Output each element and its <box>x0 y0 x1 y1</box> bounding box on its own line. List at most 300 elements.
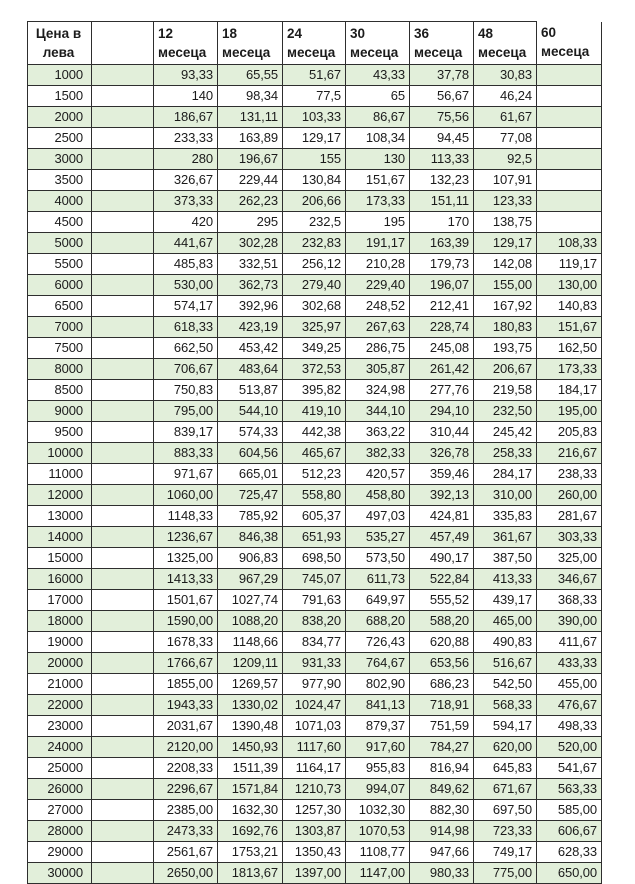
table-row <box>28 317 602 338</box>
value-cell: 1164,17 <box>283 758 346 779</box>
value-cell: 485,83 <box>154 254 218 275</box>
blank-cell <box>92 107 154 128</box>
value-cell: 1692,76 <box>218 821 283 842</box>
value-cell: 302,28 <box>218 233 283 254</box>
price-cell: 7500 <box>28 338 92 359</box>
value-cell: 697,50 <box>474 800 537 821</box>
value-cell: 233,33 <box>154 128 218 149</box>
value-cell: 229,44 <box>218 170 283 191</box>
value-cell: 568,33 <box>474 695 537 716</box>
table-row <box>28 275 602 296</box>
price-cell: 13000 <box>28 506 92 527</box>
value-cell: 1257,30 <box>283 800 346 821</box>
value-cell: 326,78 <box>410 443 474 464</box>
blank-cell <box>92 800 154 821</box>
value-cell: 665,01 <box>218 464 283 485</box>
blank-cell <box>92 401 154 422</box>
value-cell: 75,56 <box>410 107 474 128</box>
value-cell: 2650,00 <box>154 863 218 884</box>
value-cell: 163,39 <box>410 233 474 254</box>
value-cell: 186,67 <box>154 107 218 128</box>
value-cell: 77,5 <box>283 86 346 107</box>
month-number: 24 <box>287 26 303 41</box>
value-cell: 838,20 <box>283 611 346 632</box>
month-unit-label: месеца <box>158 45 207 60</box>
value-cell: 151,11 <box>410 191 474 212</box>
value-cell: 155 <box>283 149 346 170</box>
table-row <box>28 695 602 716</box>
value-cell: 1060,00 <box>154 485 218 506</box>
value-cell: 46,24 <box>474 86 537 107</box>
month-number: 18 <box>222 26 238 41</box>
value-cell: 611,73 <box>346 569 410 590</box>
value-cell: 1269,57 <box>218 674 283 695</box>
blank-cell <box>92 128 154 149</box>
blank-cell <box>92 695 154 716</box>
value-cell: 455,00 <box>537 674 602 695</box>
value-cell: 2561,67 <box>154 842 218 863</box>
value-cell: 698,50 <box>283 548 346 569</box>
blank-cell <box>92 632 154 653</box>
value-cell: 395,82 <box>283 380 346 401</box>
value-cell: 671,67 <box>474 779 537 800</box>
value-cell: 195 <box>346 212 410 233</box>
value-cell: 195,00 <box>537 401 602 422</box>
table-row <box>28 821 602 842</box>
value-cell: 61,67 <box>474 107 537 128</box>
blank-cell <box>92 254 154 275</box>
value-cell: 544,10 <box>218 401 283 422</box>
value-cell: 232,5 <box>283 212 346 233</box>
value-cell: 1350,43 <box>283 842 346 863</box>
value-cell: 326,67 <box>154 170 218 191</box>
price-cell: 23000 <box>28 716 92 737</box>
price-cell: 30000 <box>28 863 92 884</box>
value-cell: 151,67 <box>346 170 410 191</box>
value-cell: 373,33 <box>154 191 218 212</box>
value-cell: 295 <box>218 212 283 233</box>
table-row <box>28 149 602 170</box>
blank-cell <box>92 422 154 443</box>
month-unit-label: месеца <box>414 45 463 60</box>
value-cell: 324,98 <box>346 380 410 401</box>
value-cell: 325,00 <box>537 548 602 569</box>
blank-cell <box>92 758 154 779</box>
value-cell: 947,66 <box>410 842 474 863</box>
value-cell: 1501,67 <box>154 590 218 611</box>
month-unit-label: месеца <box>541 43 590 59</box>
table-row <box>28 422 602 443</box>
price-cell: 16000 <box>28 569 92 590</box>
value-cell: 849,62 <box>410 779 474 800</box>
value-cell: 420,57 <box>346 464 410 485</box>
price-cell: 8000 <box>28 359 92 380</box>
value-cell: 65 <box>346 86 410 107</box>
month-unit-label: месеца <box>478 45 527 60</box>
value-cell <box>537 170 602 191</box>
value-cell: 419,10 <box>283 401 346 422</box>
value-cell: 906,83 <box>218 548 283 569</box>
price-cell: 4500 <box>28 212 92 233</box>
blank-cell <box>92 338 154 359</box>
col-header-36-months <box>410 22 474 65</box>
value-cell: 180,83 <box>474 317 537 338</box>
value-cell: 706,67 <box>154 359 218 380</box>
value-cell: 971,67 <box>154 464 218 485</box>
table-row <box>28 527 602 548</box>
value-cell: 879,37 <box>346 716 410 737</box>
month-number: 30 <box>350 26 366 41</box>
value-cell: 260,00 <box>537 485 602 506</box>
value-cell: 688,20 <box>346 611 410 632</box>
value-cell: 248,52 <box>346 296 410 317</box>
table-row <box>28 86 602 107</box>
value-cell: 980,33 <box>410 863 474 884</box>
table-row <box>28 758 602 779</box>
price-header-line2: лева <box>42 45 75 60</box>
value-cell: 245,42 <box>474 422 537 443</box>
price-cell: 26000 <box>28 779 92 800</box>
value-cell: 196,07 <box>410 275 474 296</box>
value-cell: 645,83 <box>474 758 537 779</box>
value-cell: 238,33 <box>537 464 602 485</box>
value-cell: 65,55 <box>218 65 283 86</box>
table-row <box>28 506 602 527</box>
price-cell: 29000 <box>28 842 92 863</box>
value-cell: 442,38 <box>283 422 346 443</box>
value-cell: 791,63 <box>283 590 346 611</box>
blank-cell <box>92 611 154 632</box>
value-cell: 1147,00 <box>346 863 410 884</box>
value-cell: 2296,67 <box>154 779 218 800</box>
value-cell: 155,00 <box>474 275 537 296</box>
table-row <box>28 254 602 275</box>
value-cell: 132,23 <box>410 170 474 191</box>
value-cell: 103,33 <box>283 107 346 128</box>
value-cell: 1855,00 <box>154 674 218 695</box>
price-cell: 10000 <box>28 443 92 464</box>
value-cell: 1209,11 <box>218 653 283 674</box>
blank-cell <box>92 443 154 464</box>
blank-cell <box>92 506 154 527</box>
value-cell: 163,89 <box>218 128 283 149</box>
value-cell: 191,17 <box>346 233 410 254</box>
value-cell: 594,17 <box>474 716 537 737</box>
value-cell: 206,67 <box>474 359 537 380</box>
value-cell: 173,33 <box>346 191 410 212</box>
value-cell: 94,45 <box>410 128 474 149</box>
table-row <box>28 590 602 611</box>
value-cell: 420 <box>154 212 218 233</box>
value-cell: 344,10 <box>346 401 410 422</box>
value-cell: 361,67 <box>474 527 537 548</box>
price-cell: 18000 <box>28 611 92 632</box>
value-cell: 620,88 <box>410 632 474 653</box>
value-cell: 262,23 <box>218 191 283 212</box>
value-cell: 513,87 <box>218 380 283 401</box>
price-cell: 4000 <box>28 191 92 212</box>
price-cell: 9000 <box>28 401 92 422</box>
value-cell: 846,38 <box>218 527 283 548</box>
value-cell: 107,91 <box>474 170 537 191</box>
value-cell: 173,33 <box>537 359 602 380</box>
value-cell: 216,67 <box>537 443 602 464</box>
value-cell: 98,34 <box>218 86 283 107</box>
value-cell: 51,67 <box>283 65 346 86</box>
value-cell: 206,66 <box>283 191 346 212</box>
price-cell: 2000 <box>28 107 92 128</box>
table-row <box>28 296 602 317</box>
col-header-24-months <box>283 22 346 65</box>
value-cell: 1303,87 <box>283 821 346 842</box>
value-cell: 305,87 <box>346 359 410 380</box>
price-cell: 17000 <box>28 590 92 611</box>
value-cell: 785,92 <box>218 506 283 527</box>
value-cell: 267,63 <box>346 317 410 338</box>
value-cell: 994,07 <box>346 779 410 800</box>
price-cell: 14000 <box>28 527 92 548</box>
installments-table <box>27 21 602 884</box>
value-cell: 362,73 <box>218 275 283 296</box>
value-cell: 465,67 <box>283 443 346 464</box>
value-cell: 725,47 <box>218 485 283 506</box>
value-cell <box>537 191 602 212</box>
price-cell: 1000 <box>28 65 92 86</box>
value-cell: 279,40 <box>283 275 346 296</box>
value-cell: 605,37 <box>283 506 346 527</box>
value-cell: 726,43 <box>346 632 410 653</box>
value-cell: 555,52 <box>410 590 474 611</box>
value-cell: 325,97 <box>283 317 346 338</box>
value-cell: 1450,93 <box>218 737 283 758</box>
table-row <box>28 212 602 233</box>
blank-cell <box>92 65 154 86</box>
table-row <box>28 632 602 653</box>
blank-cell <box>92 170 154 191</box>
value-cell: 303,33 <box>537 527 602 548</box>
value-cell: 302,68 <box>283 296 346 317</box>
blank-cell <box>92 569 154 590</box>
value-cell: 1070,53 <box>346 821 410 842</box>
value-cell: 245,08 <box>410 338 474 359</box>
value-cell: 108,34 <box>346 128 410 149</box>
blank-cell <box>92 191 154 212</box>
value-cell: 30,83 <box>474 65 537 86</box>
blank-column-header <box>92 22 154 65</box>
blank-cell <box>92 86 154 107</box>
value-cell: 967,29 <box>218 569 283 590</box>
blank-cell <box>92 527 154 548</box>
value-cell: 465,00 <box>474 611 537 632</box>
value-cell: 795,00 <box>154 401 218 422</box>
value-cell <box>537 86 602 107</box>
value-cell: 193,75 <box>474 338 537 359</box>
value-cell: 750,83 <box>154 380 218 401</box>
blank-cell <box>92 149 154 170</box>
value-cell: 1032,30 <box>346 800 410 821</box>
value-cell: 718,91 <box>410 695 474 716</box>
value-cell: 108,33 <box>537 233 602 254</box>
value-cell: 530,00 <box>154 275 218 296</box>
price-cell: 28000 <box>28 821 92 842</box>
table-row <box>28 653 602 674</box>
value-cell: 1511,39 <box>218 758 283 779</box>
month-number: 12 <box>158 26 174 41</box>
value-cell: 142,08 <box>474 254 537 275</box>
value-cell: 604,56 <box>218 443 283 464</box>
price-cell: 20000 <box>28 653 92 674</box>
value-cell: 1678,33 <box>154 632 218 653</box>
value-cell: 382,33 <box>346 443 410 464</box>
value-cell: 764,67 <box>346 653 410 674</box>
value-cell: 228,74 <box>410 317 474 338</box>
blank-cell <box>92 779 154 800</box>
value-cell: 1766,67 <box>154 653 218 674</box>
blank-cell <box>92 863 154 884</box>
table-row <box>28 128 602 149</box>
value-cell: 1148,66 <box>218 632 283 653</box>
value-cell: 130,00 <box>537 275 602 296</box>
value-cell: 618,33 <box>154 317 218 338</box>
price-header-line1: Цена в <box>35 26 82 41</box>
month-unit-label: месеца <box>350 45 399 60</box>
value-cell: 232,83 <box>283 233 346 254</box>
value-cell: 588,20 <box>410 611 474 632</box>
value-cell: 585,00 <box>537 800 602 821</box>
value-cell: 1210,73 <box>283 779 346 800</box>
value-cell: 882,30 <box>410 800 474 821</box>
blank-cell <box>92 212 154 233</box>
blank-cell <box>92 317 154 338</box>
value-cell: 280 <box>154 149 218 170</box>
value-cell: 1108,77 <box>346 842 410 863</box>
value-cell: 281,67 <box>537 506 602 527</box>
value-cell: 179,73 <box>410 254 474 275</box>
blank-cell <box>92 233 154 254</box>
table-row <box>28 569 602 590</box>
value-cell: 520,00 <box>537 737 602 758</box>
month-unit-label: месеца <box>287 45 336 60</box>
table-row <box>28 863 602 884</box>
blank-cell <box>92 842 154 863</box>
value-cell: 43,33 <box>346 65 410 86</box>
month-number: 60 <box>541 24 557 40</box>
value-cell: 392,13 <box>410 485 474 506</box>
blank-cell <box>92 590 154 611</box>
value-cell: 1024,47 <box>283 695 346 716</box>
value-cell: 686,23 <box>410 674 474 695</box>
blank-cell <box>92 548 154 569</box>
price-column-header <box>28 22 92 65</box>
table-row <box>28 842 602 863</box>
price-cell: 21000 <box>28 674 92 695</box>
value-cell: 1071,03 <box>283 716 346 737</box>
value-cell: 387,50 <box>474 548 537 569</box>
value-cell: 129,17 <box>283 128 346 149</box>
table-row <box>28 233 602 254</box>
value-cell: 751,59 <box>410 716 474 737</box>
value-cell: 955,83 <box>346 758 410 779</box>
value-cell: 151,67 <box>537 317 602 338</box>
value-cell: 541,67 <box>537 758 602 779</box>
value-cell: 205,83 <box>537 422 602 443</box>
installment-price-sheet <box>27 21 602 884</box>
value-cell: 390,00 <box>537 611 602 632</box>
value-cell: 332,51 <box>218 254 283 275</box>
value-cell: 775,00 <box>474 863 537 884</box>
value-cell: 2473,33 <box>154 821 218 842</box>
value-cell <box>537 212 602 233</box>
value-cell: 490,83 <box>474 632 537 653</box>
price-cell: 2500 <box>28 128 92 149</box>
value-cell: 439,17 <box>474 590 537 611</box>
price-cell: 22000 <box>28 695 92 716</box>
value-cell: 1571,84 <box>218 779 283 800</box>
value-cell: 558,80 <box>283 485 346 506</box>
value-cell: 77,08 <box>474 128 537 149</box>
value-cell: 196,67 <box>218 149 283 170</box>
value-cell: 1397,00 <box>283 863 346 884</box>
value-cell: 170 <box>410 212 474 233</box>
value-cell: 1943,33 <box>154 695 218 716</box>
value-cell: 453,42 <box>218 338 283 359</box>
blank-cell <box>92 674 154 695</box>
value-cell: 497,03 <box>346 506 410 527</box>
table-row <box>28 380 602 401</box>
value-cell: 261,42 <box>410 359 474 380</box>
value-cell: 277,76 <box>410 380 474 401</box>
value-cell: 784,27 <box>410 737 474 758</box>
value-cell: 512,23 <box>283 464 346 485</box>
value-cell: 457,49 <box>410 527 474 548</box>
value-cell: 335,83 <box>474 506 537 527</box>
value-cell: 917,60 <box>346 737 410 758</box>
value-cell: 229,40 <box>346 275 410 296</box>
value-cell: 210,28 <box>346 254 410 275</box>
header-row <box>28 22 602 65</box>
price-cell: 24000 <box>28 737 92 758</box>
blank-cell <box>92 485 154 506</box>
value-cell: 256,12 <box>283 254 346 275</box>
price-cell: 5500 <box>28 254 92 275</box>
blank-cell <box>92 380 154 401</box>
price-cell: 1500 <box>28 86 92 107</box>
blank-cell <box>92 359 154 380</box>
price-cell: 7000 <box>28 317 92 338</box>
value-cell: 130,84 <box>283 170 346 191</box>
col-header-30-months <box>346 22 410 65</box>
value-cell: 620,00 <box>474 737 537 758</box>
value-cell: 649,97 <box>346 590 410 611</box>
value-cell: 2208,33 <box>154 758 218 779</box>
value-cell: 542,50 <box>474 674 537 695</box>
value-cell: 113,33 <box>410 149 474 170</box>
value-cell: 662,50 <box>154 338 218 359</box>
value-cell: 516,67 <box>474 653 537 674</box>
price-cell: 6500 <box>28 296 92 317</box>
value-cell: 606,67 <box>537 821 602 842</box>
price-cell: 9500 <box>28 422 92 443</box>
value-cell: 1590,00 <box>154 611 218 632</box>
value-cell: 628,33 <box>537 842 602 863</box>
price-cell: 11000 <box>28 464 92 485</box>
value-cell: 653,56 <box>410 653 474 674</box>
month-unit-label: месеца <box>222 45 271 60</box>
value-cell: 232,50 <box>474 401 537 422</box>
value-cell: 441,67 <box>154 233 218 254</box>
blank-cell <box>92 464 154 485</box>
value-cell: 140 <box>154 86 218 107</box>
